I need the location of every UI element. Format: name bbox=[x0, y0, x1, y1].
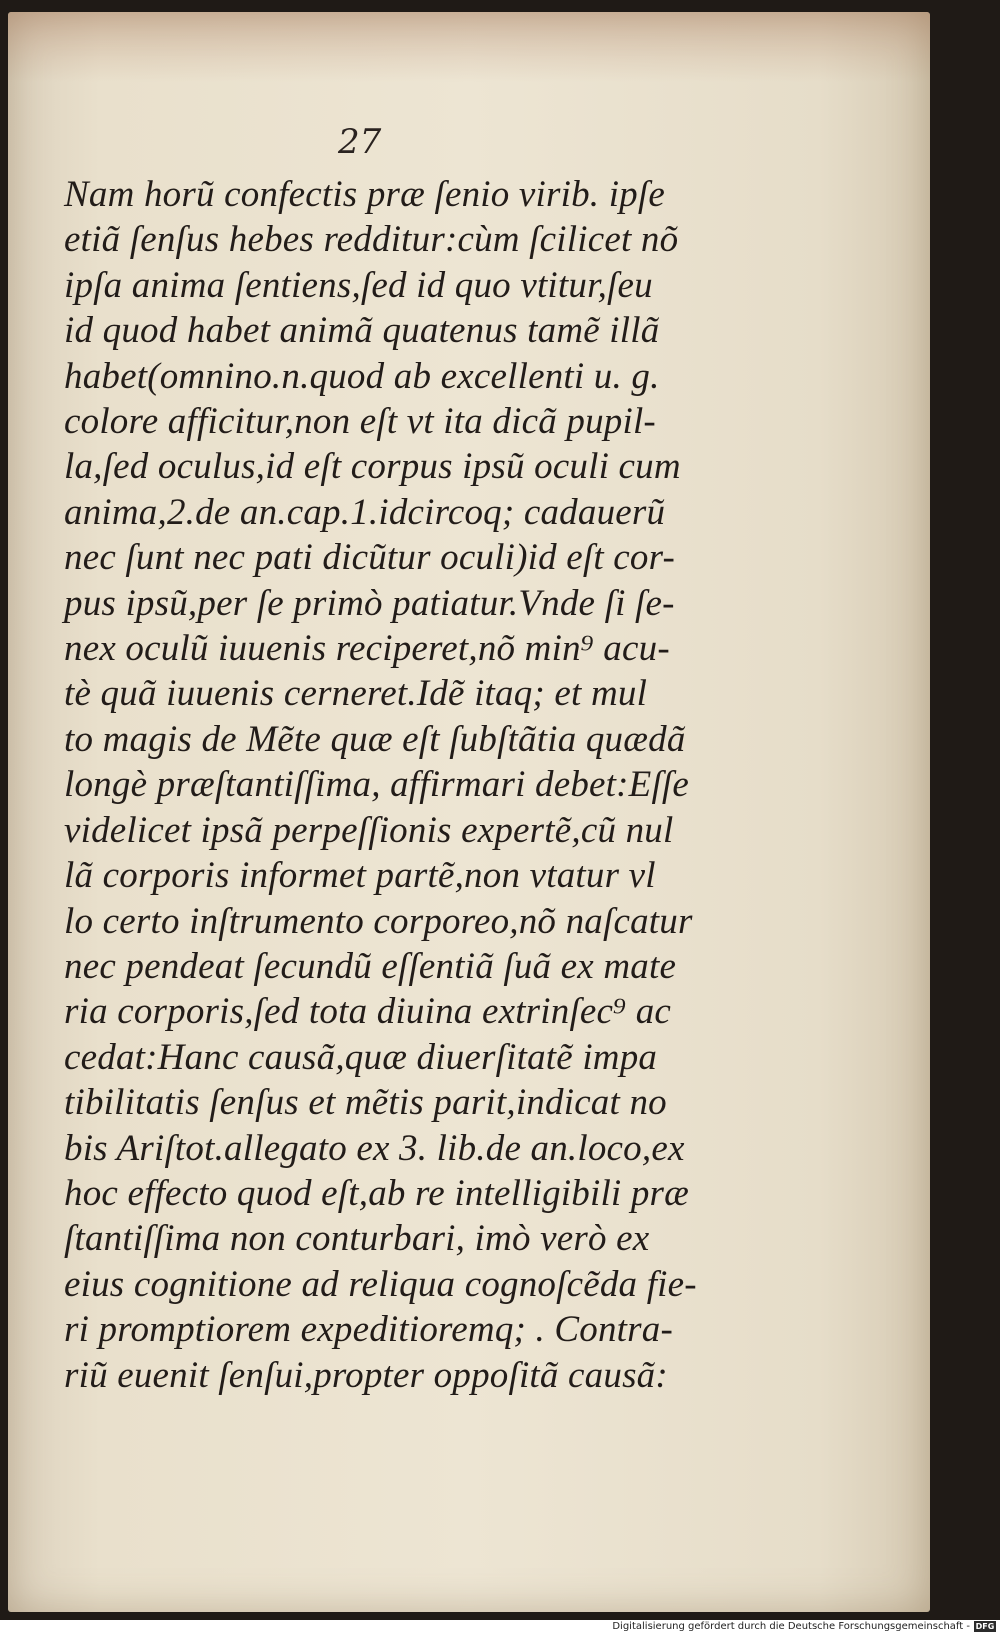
text-line: lã corporis informet partẽ,non vtatur vl bbox=[64, 855, 656, 897]
page-stain bbox=[8, 12, 930, 82]
text-line: nec pendeat ſecundũ eſſentiã ſuã ex mate bbox=[64, 945, 677, 987]
text-line: pus ipsũ,per ſe primò patiatur.Vnde ſi ſe- bbox=[64, 582, 675, 624]
text-line: ri promptiorem expeditioremq; . Contra- bbox=[64, 1309, 673, 1351]
text-line: cedat:Hanc causã,quæ diuerſitatẽ impa bbox=[64, 1036, 658, 1078]
text-line: nec ſunt nec pati dicũtur oculi)id eſt cor- bbox=[64, 537, 676, 579]
text-line: lo certo inſtrumento corporeo,nõ naſcatur bbox=[64, 900, 693, 942]
text-line: habet(omnino.n.quod ab excellenti u. g. bbox=[64, 355, 660, 397]
text-block bbox=[64, 172, 704, 1398]
text-line: bis Ariſtot.allegato ex 3. lib.de an.loco,ex bbox=[64, 1127, 685, 1169]
footer-bar bbox=[0, 1620, 1000, 1633]
page-number: 27 bbox=[338, 122, 382, 162]
dfg-logo-icon: DFG bbox=[975, 1622, 995, 1631]
text-line: hoc effecto quod eſt,ab re intelligibili præ bbox=[64, 1172, 690, 1214]
text-line: ria corporis,ſed tota diuina extrinſec⁹ ac bbox=[64, 991, 672, 1033]
text-line: id quod habet animã quatenus tamẽ illã bbox=[64, 310, 660, 352]
funding-credit: Digitalisierung gefördert durch die Deutsche Forschungsgemeinschaft - bbox=[612, 1621, 970, 1632]
text-line: longè præſtantiſſima, affirmari debet:Eſſe bbox=[64, 764, 690, 806]
text-line: to magis de Mẽte quæ eſt ſubſtãtia quædã bbox=[64, 718, 686, 760]
text-line: ſtantiſſima non conturbari, imò verò ex bbox=[64, 1218, 650, 1260]
text-line: eius cognitione ad reliqua cognoſcẽda fie- bbox=[64, 1263, 697, 1305]
text-line: tè quã iuuenis cerneret.Idẽ itaq; et mul bbox=[64, 673, 648, 715]
text-line: anima,2.de an.cap.1.idcircoq; cadauerũ bbox=[64, 491, 666, 533]
text-line: nex oculũ iuuenis reciperet,nõ min⁹ acu- bbox=[64, 628, 670, 670]
text-line: ipſa anima ſentiens,ſed id quo vtitur,ſeu bbox=[64, 264, 653, 306]
text-line: etiã ſenſus hebes redditur:cùm ſcilicet nõ bbox=[64, 219, 679, 261]
text-line: tibilitatis ſenſus et mẽtis parit,indicat no bbox=[64, 1082, 667, 1124]
text-line: la,ſed oculus,id eſt corpus ipsũ oculi cum bbox=[64, 446, 681, 488]
text-line: videlicet ipsã perpeſſionis expertẽ,cũ nul bbox=[64, 809, 674, 851]
text-line: colore afficitur,non eſt vt ita dicã pupil- bbox=[64, 401, 656, 443]
text-line: Nam horũ confectis præ ſenio virib. ipſe bbox=[64, 174, 665, 215]
book-page bbox=[8, 12, 930, 1612]
text-line: riũ euenit ſenſui,propter oppoſitã causã: bbox=[64, 1354, 668, 1396]
